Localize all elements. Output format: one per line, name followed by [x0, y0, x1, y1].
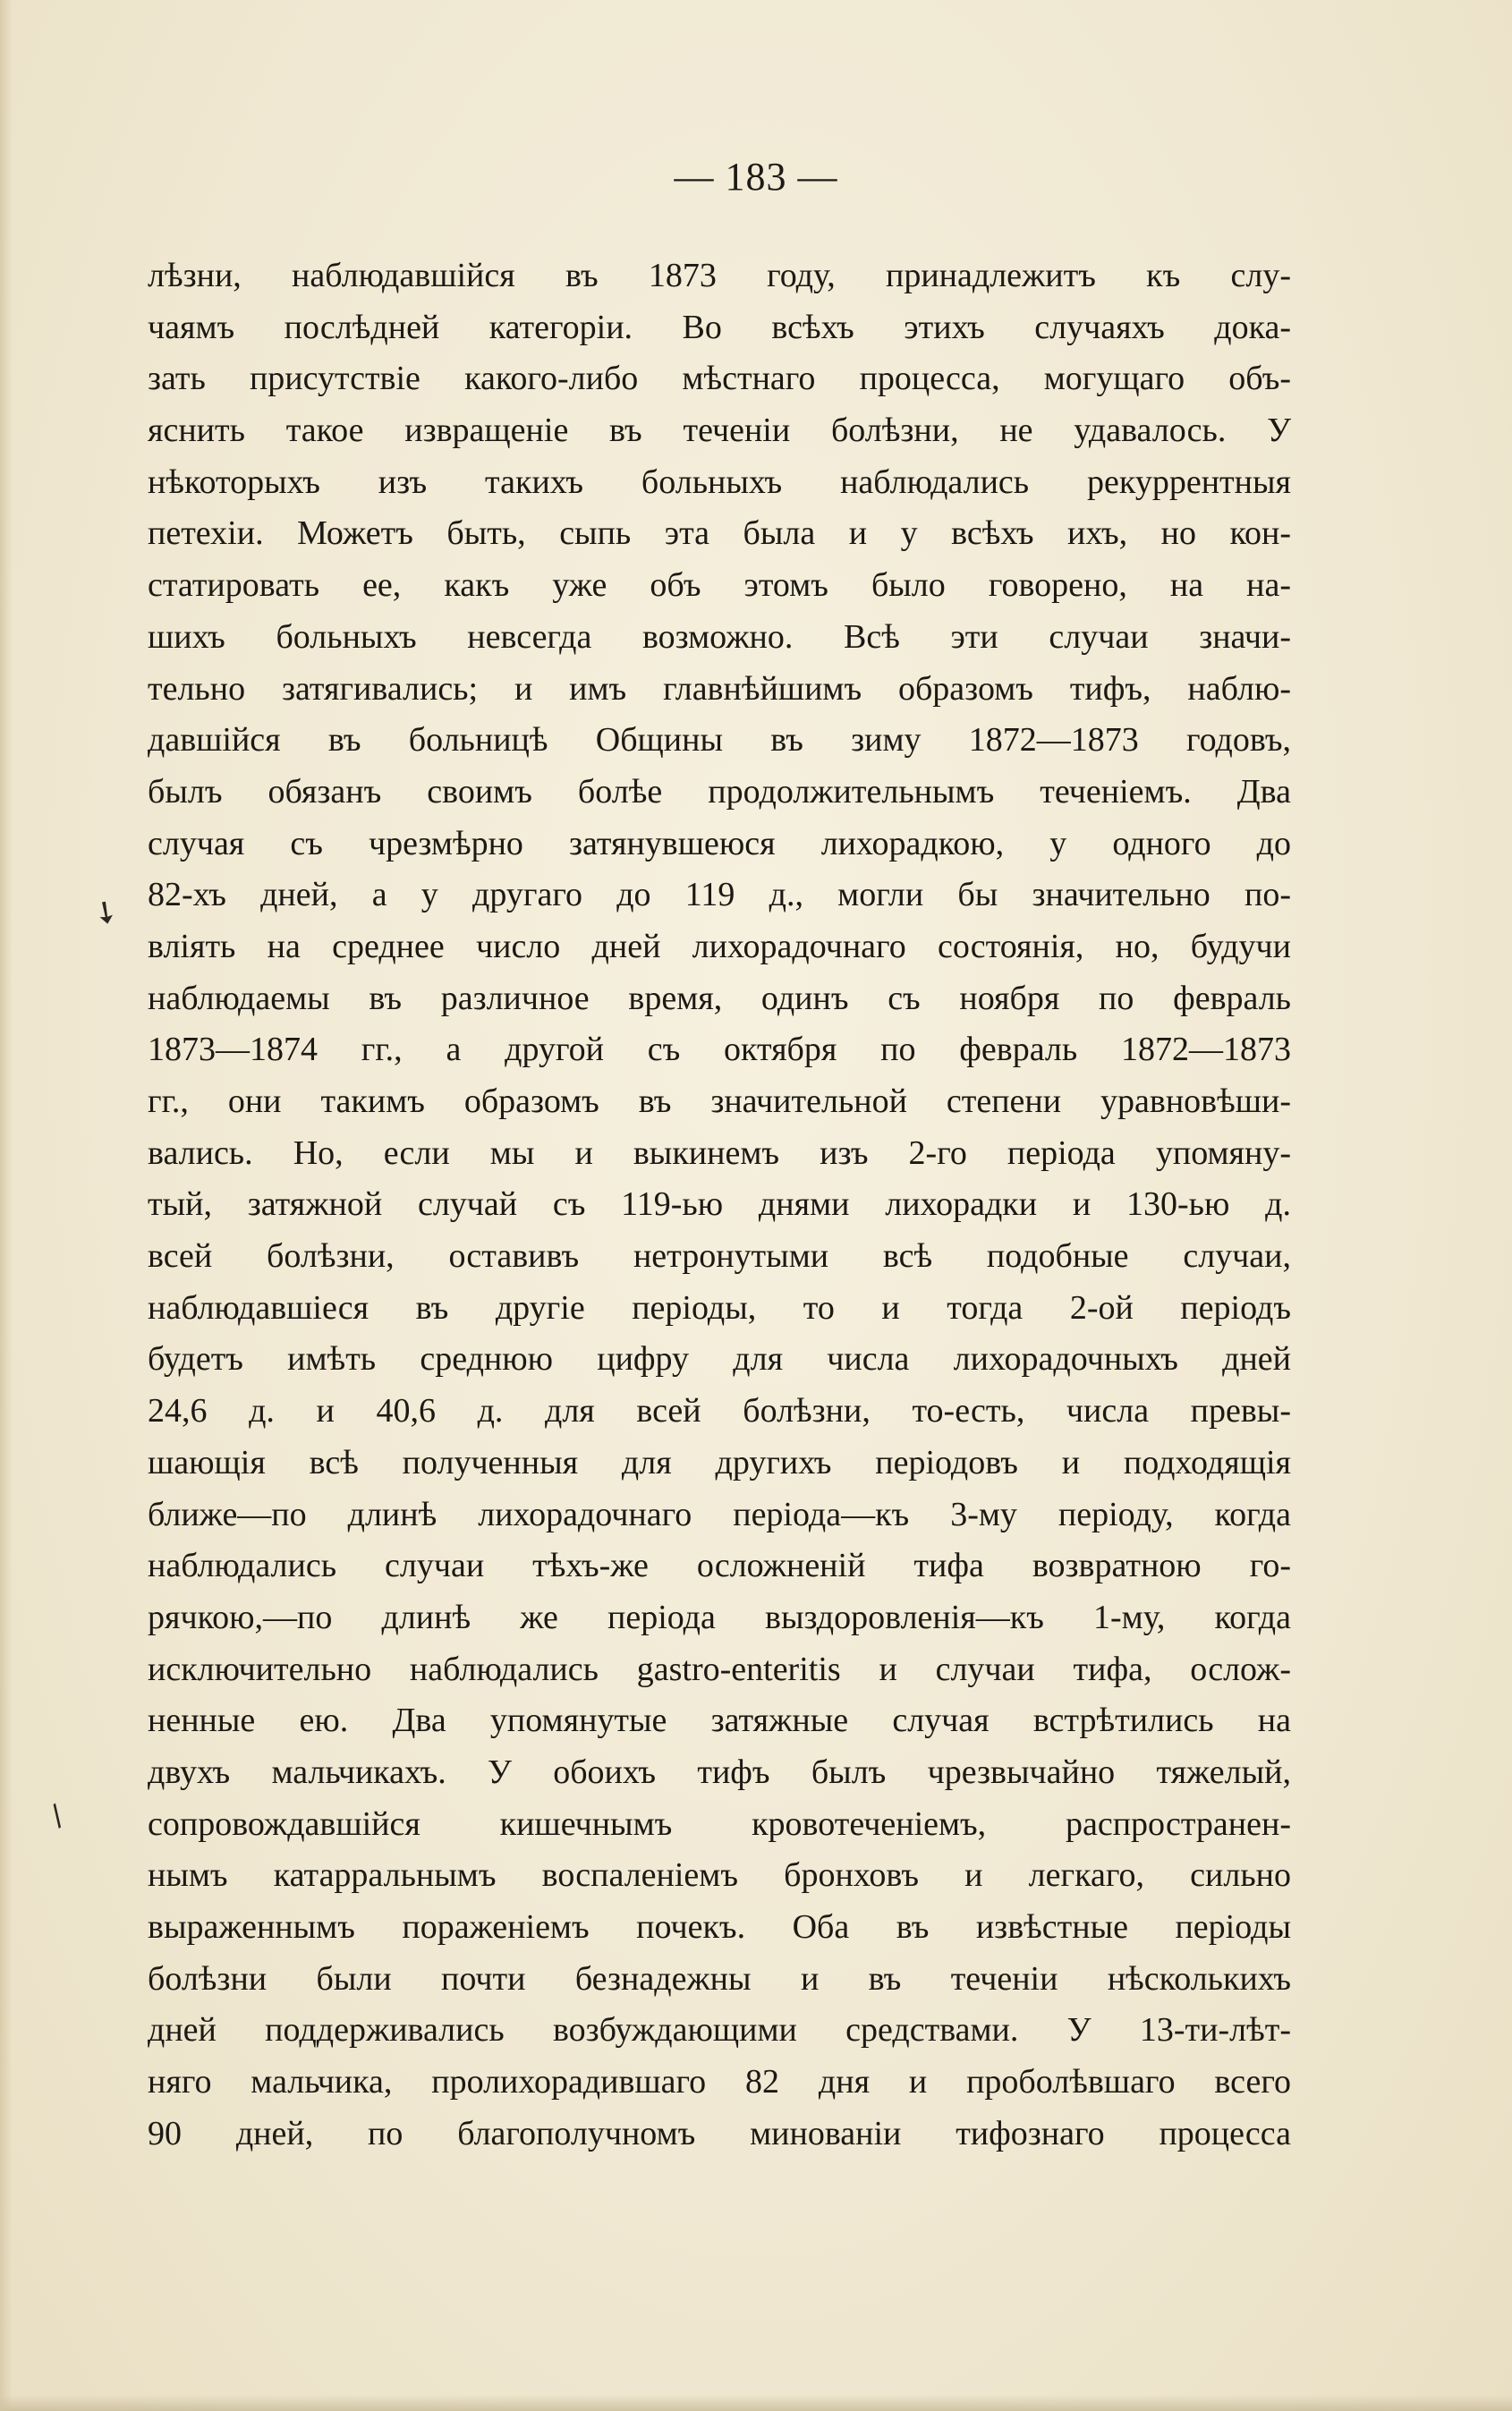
body-text [148, 250, 1291, 2160]
text-line: гг., они такимъ образомъ въ значительной степени уравновѣши- [148, 1082, 1291, 1120]
text-line: яснить такое извращеніе въ теченіи болѣзни, не удавалось. У [148, 412, 1291, 450]
text-line: исключительно наблюдались gastro-enteritis и случаи тифа, ослож- [148, 1650, 1291, 1688]
text-line: двухъ мальчикахъ. У обоихъ тифъ былъ чрезвычайно тяжелый, [148, 1753, 1291, 1791]
text-line: петехіи. Можетъ быть, сыпь эта была и у всѣхъ ихъ, но кон- [148, 514, 1291, 553]
text-line: случая съ чрезмѣрно затянувшеюся лихорадкою, у одного до [148, 824, 1291, 862]
page-binding-shadow [0, 0, 13, 2411]
text-line: нымъ катарральнымъ воспаленіемъ бронховъ и легкаго, сильно [148, 1856, 1291, 1895]
text-line: 90 дней, по благополучномъ минованіи тифознаго процесса [148, 2114, 1291, 2152]
text-line: вались. Но, если мы и выкинемъ изъ 2-го періода упомяну- [148, 1133, 1291, 1172]
text-line: 24,6 д. и 40,6 д. для всей болѣзни, то-есть, числа превы- [148, 1392, 1291, 1430]
text-line: лѣзни, наблюдавшійся въ 1873 году, принадлежитъ къ слу- [148, 257, 1291, 294]
text-line: сопровождавшійся кишечнымъ кровотеченіемъ, распространен- [148, 1804, 1291, 1843]
text-line: наблюдавшіеся въ другіе періоды, то и тогда 2-ой періодъ [148, 1288, 1291, 1327]
text-line: наблюдаемы въ различное время, одинъ съ ноября по февраль [148, 979, 1291, 1017]
text-line: няго мальчика, пролихорадившаго 82 дня и проболѣвшаго всего [148, 2063, 1291, 2101]
text-line: былъ обязанъ своимъ болѣе продолжительнымъ теченіемъ. Два [148, 772, 1291, 811]
text-line: шихъ больныхъ невсегда возможно. Всѣ эти случаи значи- [148, 617, 1291, 656]
text-line: чаямъ послѣдней категоріи. Во всѣхъ этихъ случаяхъ дока- [148, 308, 1291, 346]
text-line: ближе—по длинѣ лихорадочнаго періода—къ 3-му періоду, когда [148, 1495, 1291, 1533]
text-line: всей болѣзни, оставивъ нетронутыми всѣ подобные случаи, [148, 1237, 1291, 1276]
text-line: тельно затягивались; и имъ главнѣйшимъ образомъ тифъ, наблю- [148, 669, 1291, 708]
text-line: дней поддерживались возбуждающими средствами. У 13-ти-лѣт- [148, 2011, 1291, 2050]
text-line: 82-хъ дней, а у другаго до 119 д., могли бы значительно по- [148, 876, 1291, 914]
text-line: выраженнымъ пораженіемъ почекъ. Оба въ извѣстные періоды [148, 1908, 1291, 1946]
text-line: болѣзни были почти безнадежны и въ теченіи нѣсколькихъ [148, 1959, 1291, 1998]
text-line: тый, затяжной случай съ 119-ью днями лихорадки и 130-ью д. [148, 1185, 1291, 1224]
margin-pencil-mark: ➘ [85, 890, 127, 935]
margin-tick-mark: / [44, 1797, 70, 1833]
page-bottom-edge [0, 2395, 1512, 2411]
text-line: ненные ею. Два упомянутые затяжные случая встрѣтились на [148, 1702, 1291, 1740]
page-number: — 183 — [674, 155, 838, 199]
text-line: 1873—1874 гг., а другой съ октября по февраль 1872—1873 [148, 1031, 1291, 1069]
text-line: шающія всѣ полученныя для другихъ періодовъ и подходящія [148, 1443, 1291, 1481]
text-line: будетъ имѣть среднюю цифру для числа лихорадочныхъ дней [148, 1340, 1291, 1379]
text-line: статировать ее, какъ уже объ этомъ было говорено, на на- [148, 566, 1291, 605]
text-line: нѣкоторыхъ изъ такихъ больныхъ наблюдались рекуррентныя [148, 463, 1291, 501]
text-line: наблюдались случаи тѣхъ-же осложненій тифа возвратною го- [148, 1547, 1291, 1585]
text-line: вліять на среднее число дней лихорадочнаго состоянія, но, будучи [148, 927, 1291, 965]
text-line: рячкою,—по длинѣ же періода выздоровленія—къ 1-му, когда [148, 1598, 1291, 1636]
text-line: зать присутствіе какого-либо мѣстнаго процесса, могущаго объ- [148, 360, 1291, 398]
text-line: давшійся въ больницѣ Общины въ зиму 1872—1873 годовъ, [148, 721, 1291, 760]
